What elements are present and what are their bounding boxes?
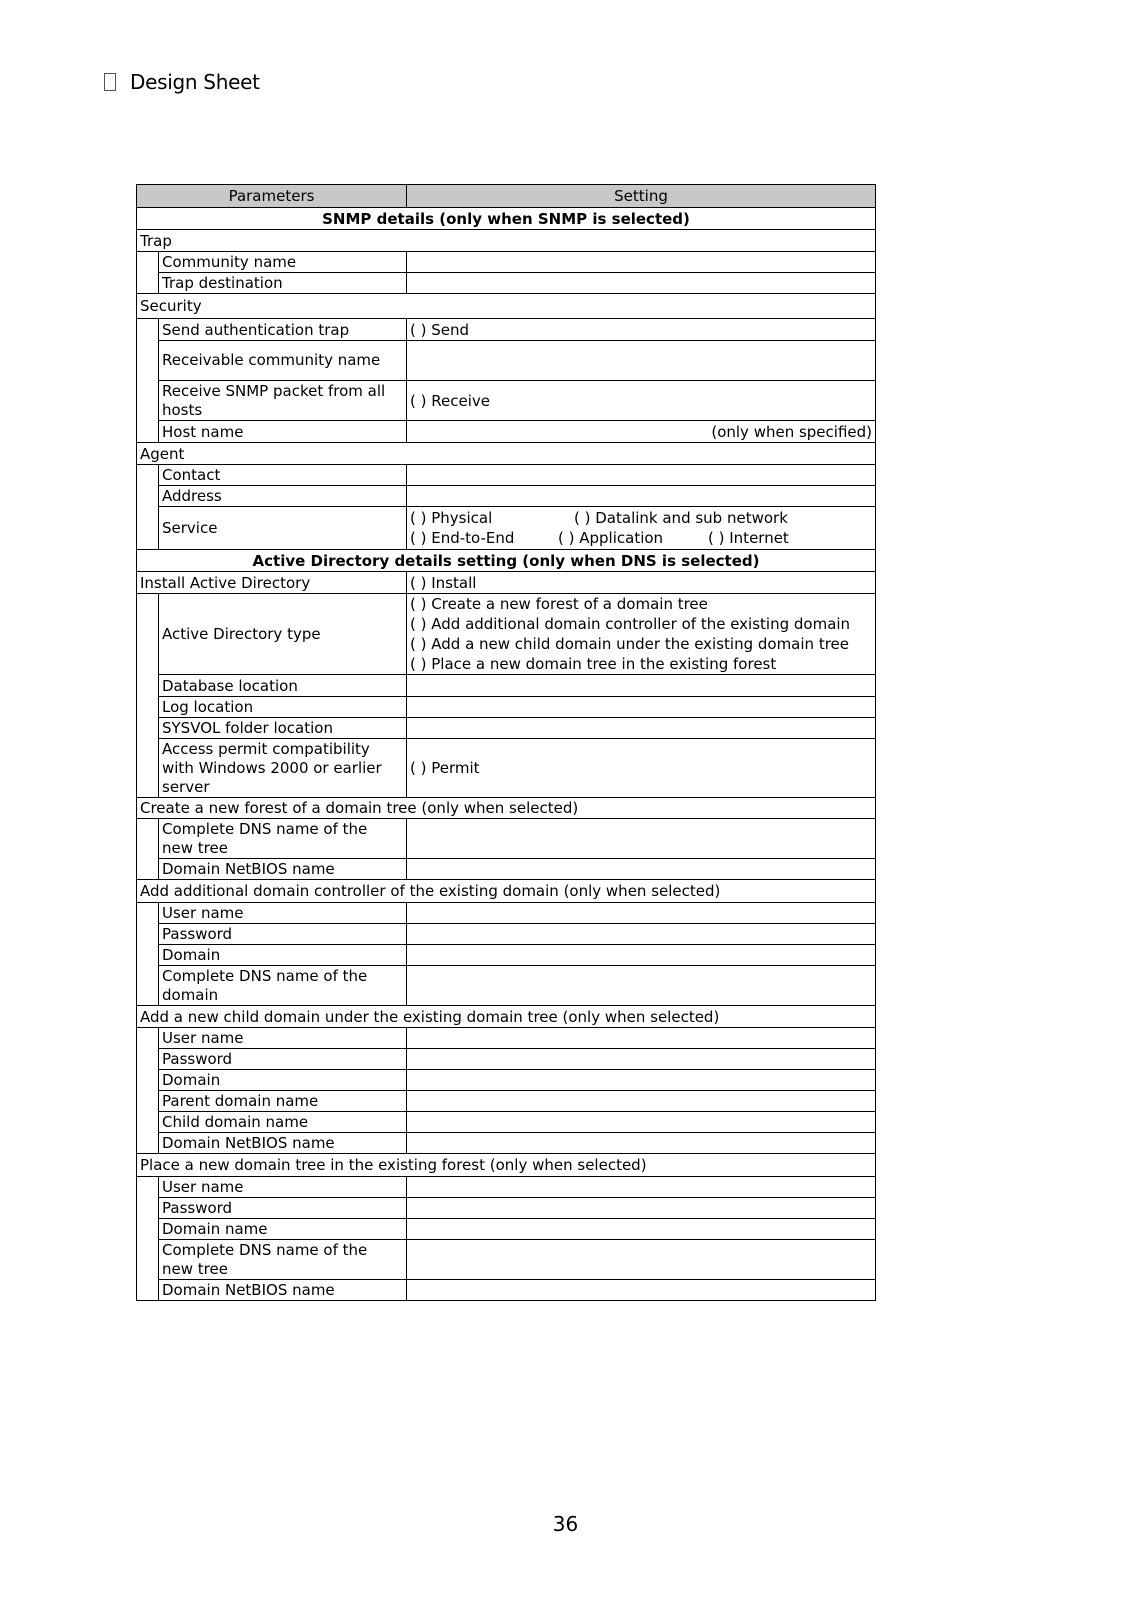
group-label-new-tree: Place a new domain tree in the existing forest (only when selected) [137,1154,876,1177]
setting-address[interactable] [407,486,876,507]
table-row [137,1240,876,1280]
setting-forest-netbios[interactable] [407,859,876,880]
setting-child-domain-name[interactable] [407,1112,876,1133]
setting-dc-password[interactable] [407,924,876,945]
param-tree-netbios: Domain NetBIOS name [159,1280,407,1301]
section-row [137,550,876,572]
table-row [137,252,876,273]
param-ad-type: Active Directory type [159,594,407,675]
table-row [137,507,876,550]
table-row [137,486,876,507]
option-internet[interactable]: ( ) Internet [708,529,789,547]
group-label-add-dc: Add additional domain controller of the existing domain (only when selected) [137,880,876,903]
param-forest-dns-name: Complete DNS name of the new tree [159,819,407,859]
column-header-setting: Setting [407,185,876,208]
table-row [137,697,876,718]
table-row [137,1177,876,1198]
setting-dc-dns-name[interactable] [407,966,876,1006]
option-new-forest[interactable]: ( ) Create a new forest of a domain tree [410,595,708,613]
table-row [137,859,876,880]
setting-tree-user[interactable] [407,1177,876,1198]
table-row [137,319,876,341]
table-row [137,1198,876,1219]
param-community-name: Community name [159,252,407,273]
param-access-permit: Access permit compatibility with Windows 2000 or earlier server [159,739,407,798]
square-bullet-icon [104,73,116,91]
setting-dc-user[interactable] [407,903,876,924]
option-end-to-end[interactable]: ( ) End-to-End [410,529,515,547]
setting-service[interactable] [407,507,876,550]
page-title: Design Sheet [130,70,260,94]
setting-sysvol[interactable] [407,718,876,739]
param-log-location: Log location [159,697,407,718]
param-dc-password: Password [159,924,407,945]
group-label-child-domain: Add a new child domain under the existing domain tree (only when selected) [137,1006,876,1028]
section-row [137,208,876,230]
table-row [137,465,876,486]
table-row [137,381,876,421]
param-tree-dns-name: Complete DNS name of the new tree [159,1240,407,1280]
setting-ad-type[interactable] [407,594,876,675]
table-row [137,1049,876,1070]
group-label-new-forest: Create a new forest of a domain tree (only when selected) [137,798,876,819]
table-row [137,1280,876,1301]
design-sheet-table [136,184,875,1301]
setting-community-name[interactable] [407,252,876,273]
param-tree-password: Password [159,1198,407,1219]
param-service: Service [159,507,407,550]
setting-tree-netbios[interactable] [407,1280,876,1301]
ad-section-title: Active Directory details setting (only when DNS is selected) [137,550,876,572]
param-child-password: Password [159,1049,407,1070]
param-contact: Contact [159,465,407,486]
param-db-location: Database location [159,675,407,697]
table-row [137,341,876,381]
table-row [137,903,876,924]
table-row [137,421,876,443]
page-header [104,70,260,94]
param-install-ad: Install Active Directory [137,572,407,594]
option-additional-dc[interactable]: ( ) Add additional domain controller of the existing domain [410,615,851,633]
param-address: Address [159,486,407,507]
table-row [137,594,876,675]
group-label-trap: Trap [137,230,876,252]
table-header-row [137,185,876,208]
table-row [137,966,876,1006]
setting-db-location[interactable] [407,675,876,697]
setting-log-location[interactable] [407,697,876,718]
table-row [137,739,876,798]
setting-dc-domain[interactable] [407,945,876,966]
table-row [137,273,876,294]
table-row [137,1219,876,1240]
setting-child-password[interactable] [407,1049,876,1070]
setting-install-ad[interactable]: ( ) Install [407,572,876,594]
setting-receive-packet[interactable]: ( ) Receive [407,381,876,421]
setting-host-name[interactable]: (only when specified) [407,421,876,443]
param-trap-destination: Trap destination [159,273,407,294]
param-sysvol: SYSVOL folder location [159,718,407,739]
snmp-section-title: SNMP details (only when SNMP is selected) [137,208,876,230]
setting-send-auth-trap[interactable]: ( ) Send [407,319,876,341]
param-child-user: User name [159,1028,407,1049]
setting-contact[interactable] [407,465,876,486]
param-tree-domain-name: Domain name [159,1219,407,1240]
group-label-agent: Agent [137,443,876,465]
param-receive-packet: Receive SNMP packet from all hosts [159,381,407,421]
param-send-auth-trap: Send authentication trap [159,319,407,341]
param-child-netbios: Domain NetBIOS name [159,1133,407,1154]
group-label-security: Security [137,294,876,319]
setting-receivable-community[interactable] [407,341,876,381]
param-tree-user: User name [159,1177,407,1198]
param-host-name: Host name [159,421,407,443]
param-child-domain-name: Child domain name [159,1112,407,1133]
param-dc-dns-name: Complete DNS name of the domain [159,966,407,1006]
table-row [137,819,876,859]
table-row [137,718,876,739]
table-row [137,945,876,966]
setting-parent-domain[interactable] [407,1091,876,1112]
table-row [137,1070,876,1091]
option-physical[interactable]: ( ) Physical [410,509,493,527]
table-row [137,1091,876,1112]
param-parent-domain: Parent domain name [159,1091,407,1112]
setting-tree-domain-name[interactable] [407,1219,876,1240]
setting-child-domain[interactable] [407,1070,876,1091]
option-application[interactable]: ( ) Application [558,529,664,547]
table-row [137,1028,876,1049]
setting-child-netbios[interactable] [407,1133,876,1154]
page-number: 36 [552,1512,579,1536]
setting-trap-destination[interactable] [407,273,876,294]
param-dc-user: User name [159,903,407,924]
table-row [137,572,876,594]
setting-child-user[interactable] [407,1028,876,1049]
setting-tree-password[interactable] [407,1198,876,1219]
param-forest-netbios: Domain NetBIOS name [159,859,407,880]
setting-forest-dns-name[interactable] [407,819,876,859]
param-receivable-community: Receivable community name [159,341,407,381]
option-datalink[interactable]: ( ) Datalink and sub network [574,509,788,527]
setting-access-permit[interactable]: ( ) Permit [407,739,876,798]
table-row [137,1133,876,1154]
option-child-domain[interactable]: ( ) Add a new child domain under the existing domain tree [410,635,849,653]
option-new-tree[interactable]: ( ) Place a new domain tree in the existing forest [410,655,777,673]
param-dc-domain: Domain [159,945,407,966]
table-row [137,675,876,697]
table-row [137,924,876,945]
setting-tree-dns-name[interactable] [407,1240,876,1280]
param-child-domain: Domain [159,1070,407,1091]
table-row [137,1112,876,1133]
column-header-parameters: Parameters [137,185,407,208]
